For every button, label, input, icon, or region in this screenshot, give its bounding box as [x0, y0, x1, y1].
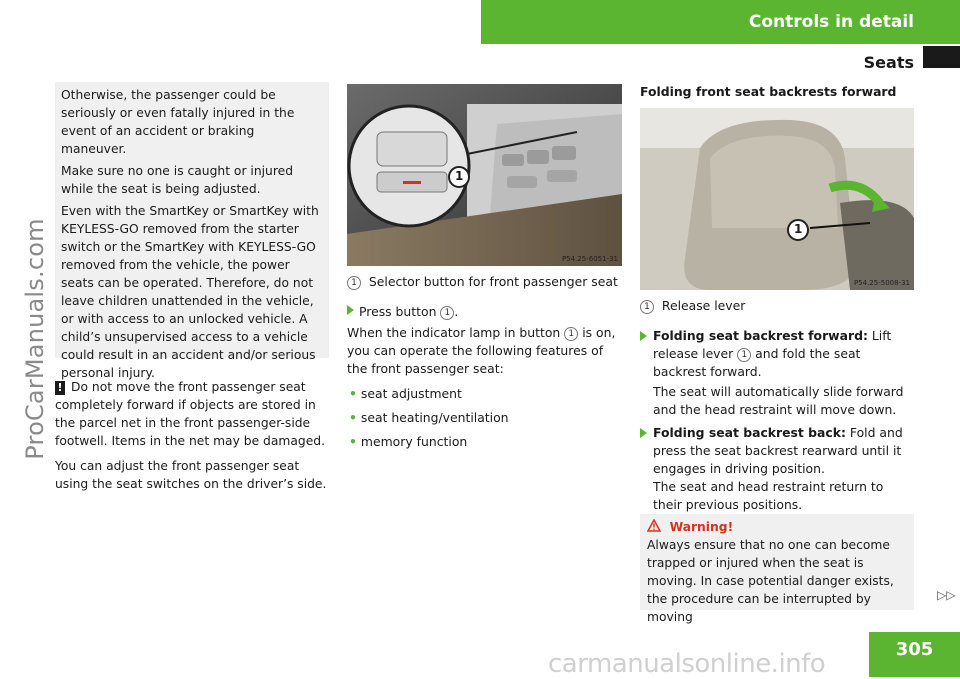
para-number: 1 [564, 327, 578, 341]
step-note: The seat will automatically slide forward and the head restraint will move down. [653, 384, 904, 417]
image-callout-1: 1 [794, 222, 803, 236]
step-arrow-icon [640, 331, 647, 341]
step-number: 1 [737, 348, 751, 362]
caution-note [55, 378, 331, 450]
footer-watermark: carmanualsonline.info [548, 649, 826, 679]
subsection-tab-marker [923, 46, 960, 68]
para-text-a: When the indicator lamp in button [347, 325, 561, 340]
subsection-title: Seats [863, 53, 914, 72]
caution-icon: ! [55, 381, 65, 395]
step-text-a: Lift release lever [653, 328, 892, 361]
step-text-b: and fold the seat backrest forward. [653, 346, 861, 379]
caution-text: Do not move the front passenger seat completely forward if objects are stored in the parcel net in the front passenger-side footwell. Items in the net may be damaged. [55, 380, 325, 448]
middle-paragraph [347, 324, 625, 378]
step-title: Folding seat backrest forward: [653, 328, 868, 343]
box-paragraph-3: Even with the SmartKey or SmartKey with KEYLESS-GO removed from the starter switch or the SmartKey with KEYLESS-GO removed from the vehicle, the power seats can be operated. Therefore, do not leave children unattended in the vehicle, or with access to an unlocked vehicle. A child’s unsupervised access to a vehicle could result in an accident and/or serious personal injury. [61, 204, 319, 380]
list-item: • memory function [349, 434, 468, 449]
caption-text: Release lever [661, 298, 746, 313]
right-caption [640, 297, 915, 315]
warning-text: Always ensure that no one can become trapped or injured when the seat is moving. In case potential danger exists, the procedure can be interrupted by moving [647, 538, 894, 624]
box-paragraph-1: Otherwise, the passenger could be seriously or even fatally injured in the event of an accident or braking maneuver. [61, 88, 295, 156]
caption-number: 1 [640, 300, 654, 314]
list-item: • seat heating/ventilation [349, 410, 509, 425]
right-heading: Folding front seat backrests forward [640, 84, 897, 99]
step-fold-back [640, 424, 916, 514]
door-panel-illustration [347, 84, 622, 266]
feature-list [349, 385, 619, 451]
step-period: . [454, 304, 459, 319]
step-text: Press button [359, 304, 437, 319]
step-arrow-icon [640, 428, 647, 438]
info-box [55, 82, 329, 380]
headrest-illustration [640, 108, 914, 290]
warning-box [640, 514, 914, 624]
side-watermark: ProCarManuals.com [21, 218, 49, 460]
step-arrow-icon [347, 305, 354, 315]
step-text: Fold and press the seat backrest rearward until it engages in driving position. [653, 425, 903, 476]
box-paragraph-2: Make sure no one is caught or injured while the seat is being adjusted. [61, 164, 293, 196]
page-number: 305 [869, 632, 960, 677]
middle-step [347, 303, 625, 321]
continue-arrows-icon: ▷▷ [937, 588, 956, 602]
step-title: Folding seat backrest back: [653, 425, 846, 440]
step-note: The seat and head restraint return to their previous positions. [653, 479, 884, 512]
seat-release-image [640, 108, 914, 290]
warning-triangle-icon [647, 519, 661, 532]
warning-title: Warning! [669, 520, 734, 534]
para-text-b: is on, you can operate the following features of the front passenger seat: [347, 325, 616, 376]
image-callout-1: 1 [455, 169, 464, 183]
middle-caption [347, 273, 622, 291]
image-code: P54.25-6051-31 [561, 255, 618, 263]
list-item: • seat adjustment [349, 386, 462, 401]
image-code: P54.25-5008-31 [853, 279, 910, 287]
selector-button-image [347, 84, 622, 266]
step-number: 1 [440, 306, 454, 320]
caption-number: 1 [347, 276, 361, 290]
caption-text: Selector button for front passenger seat [368, 274, 618, 289]
step-fold-forward [640, 327, 916, 419]
section-title: Controls in detail [748, 12, 914, 32]
left-paragraph: You can adjust the front passenger seat using the seat switches on the driver’s side. [55, 459, 327, 491]
warning-heading [647, 518, 907, 536]
